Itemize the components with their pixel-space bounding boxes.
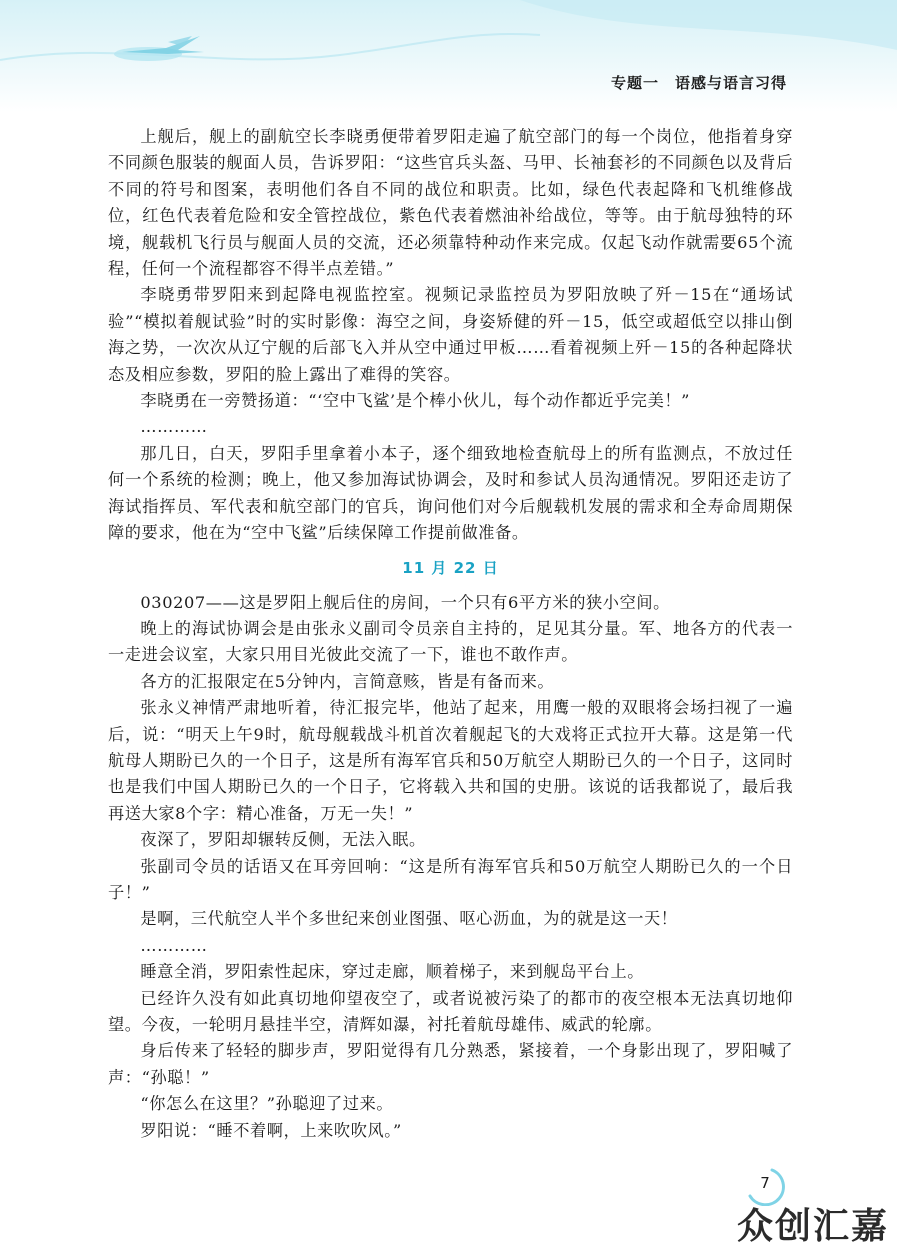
paragraph: 李晓勇带罗阳来到起降电视监控室。视频记录监控员为罗阳放映了歼－15在“通场试验”“模拟着舰试验”时的实时影像：海空之间，身姿矫健的歼－15，低空或超低空以排山倒海之势，一次次从辽宁舰的后部飞入并从空中通过甲板……看着视频上歼－15的各种起降状态及相应参数，罗阳的脸上露出了难得的笑容。 (108, 285, 793, 384)
paragraph: 晚上的海试协调会是由张永义副司令员亲自主持的，足见其分量。军、地各方的代表一一走进会议室，大家只用目光彼此交流了一下，谁也不敢作声。 (108, 618, 793, 665)
paragraph: 是啊，三代航空人半个多世纪来创业图强、呕心沥血，为的就是这一天！ (140, 909, 678, 929)
paragraph: 那几日，白天，罗阳手里拿着小本子，逐个细致地检查航母上的所有监测点，不放过任何一个系统的检测；晚上，他又参加海试协调会，及时和参试人员沟通情况。罗阳还走访了海试指挥员、军代表和航空部门的官兵，询问他们对今后舰载机发展的需求和全寿命周期保障的要求，他在为“空中飞鲨”后续保障工作提前做准备。 (108, 443, 793, 543)
paragraph: 张副司令员的话语又在耳旁回响：“这是所有海军官兵和50万航空人期盼已久的一个日子！” (108, 856, 793, 902)
jet-logo-icon (108, 30, 218, 66)
ellipsis-separator: ………… (140, 935, 208, 955)
paragraph: 睡意全消，罗阳索性起床，穿过走廊，顺着梯子，来到舰岛平台上。 (140, 962, 645, 982)
paragraph: 夜深了，罗阳却辗转反侧，无法入眠。 (140, 830, 426, 850)
chapter-title: 专题一 语感与语言习得 (610, 74, 787, 92)
paragraph: 各方的汇报限定在5分钟内，言简意赅，皆是有备而来。 (140, 671, 555, 691)
paragraph: 张永义神情严肃地听着，待汇报完毕，他站了起来，用鹰一般的双眼将会场扫视了一遍后，说：“明天上午9时，航母舰载战斗机首次着舰起飞的大戏将正式拉开大幕。这是第一代航母人期盼已久的一个日子，这是所有海军官兵和50万航空人期盼已久的一个日子，这同时也是我们中国人期盼已久的一个日子，它将载入共和国的史册。该说的话我都说了，最后我再送大家8个字：精心准备，万无一失！” (108, 698, 793, 823)
paragraph: 上舰后，舰上的副航空长李晓勇便带着罗阳走遍了航空部门的每一个岗位，他指着身穿不同颜色服装的舰面人员，告诉罗阳：“这些官兵头盔、马甲、长袖套衫的不同颜色以及背后不同的符号和图案，表明他们各自不同的战位和职责。比如，绿色代表起降和飞机维修战位，红色代表着危险和安全管控战位，紫色代表着燃油补给战位，等等。由于航母独特的环境，舰载机飞行员与舰面人员的交流，还必须靠特种动作来完成。仅起飞动作就需要65个流程，任何一个流程都容不得半点差错。” (108, 127, 793, 279)
paragraph: 身后传来了轻轻的脚步声，罗阳觉得有几分熟悉，紧接着，一个身影出现了，罗阳喊了声：“孙聪！” (108, 1041, 793, 1087)
section-date-heading: 11 月 22 日 (402, 558, 499, 577)
paragraph: 李晓勇在一旁赞扬道：“‘空中飞鲨’是个棒小伙儿，每个动作都近乎完美！” (140, 391, 691, 411)
ellipsis-separator: ………… (140, 417, 208, 437)
paragraph: 罗阳说：“睡不着啊，上来吹吹风。” (140, 1120, 402, 1140)
page-number: 7 (760, 1174, 770, 1192)
paragraph: 已经许久没有如此真切地仰望夜空了，或者说被污染了的都市的夜空根本无法真切地仰望。今夜，一轮明月悬挂半空，清辉如瀑，衬托着航母雄伟、威武的轮廓。 (108, 988, 793, 1034)
watermark-text: 众创汇嘉 (736, 1206, 889, 1247)
article-body (108, 124, 793, 1144)
paragraph: 030207——这是罗阳上舰后住的房间，一个只有6平方米的狭小空间。 (140, 592, 670, 612)
paragraph: “你怎么在这里？”孙聪迎了过来。 (140, 1094, 394, 1114)
